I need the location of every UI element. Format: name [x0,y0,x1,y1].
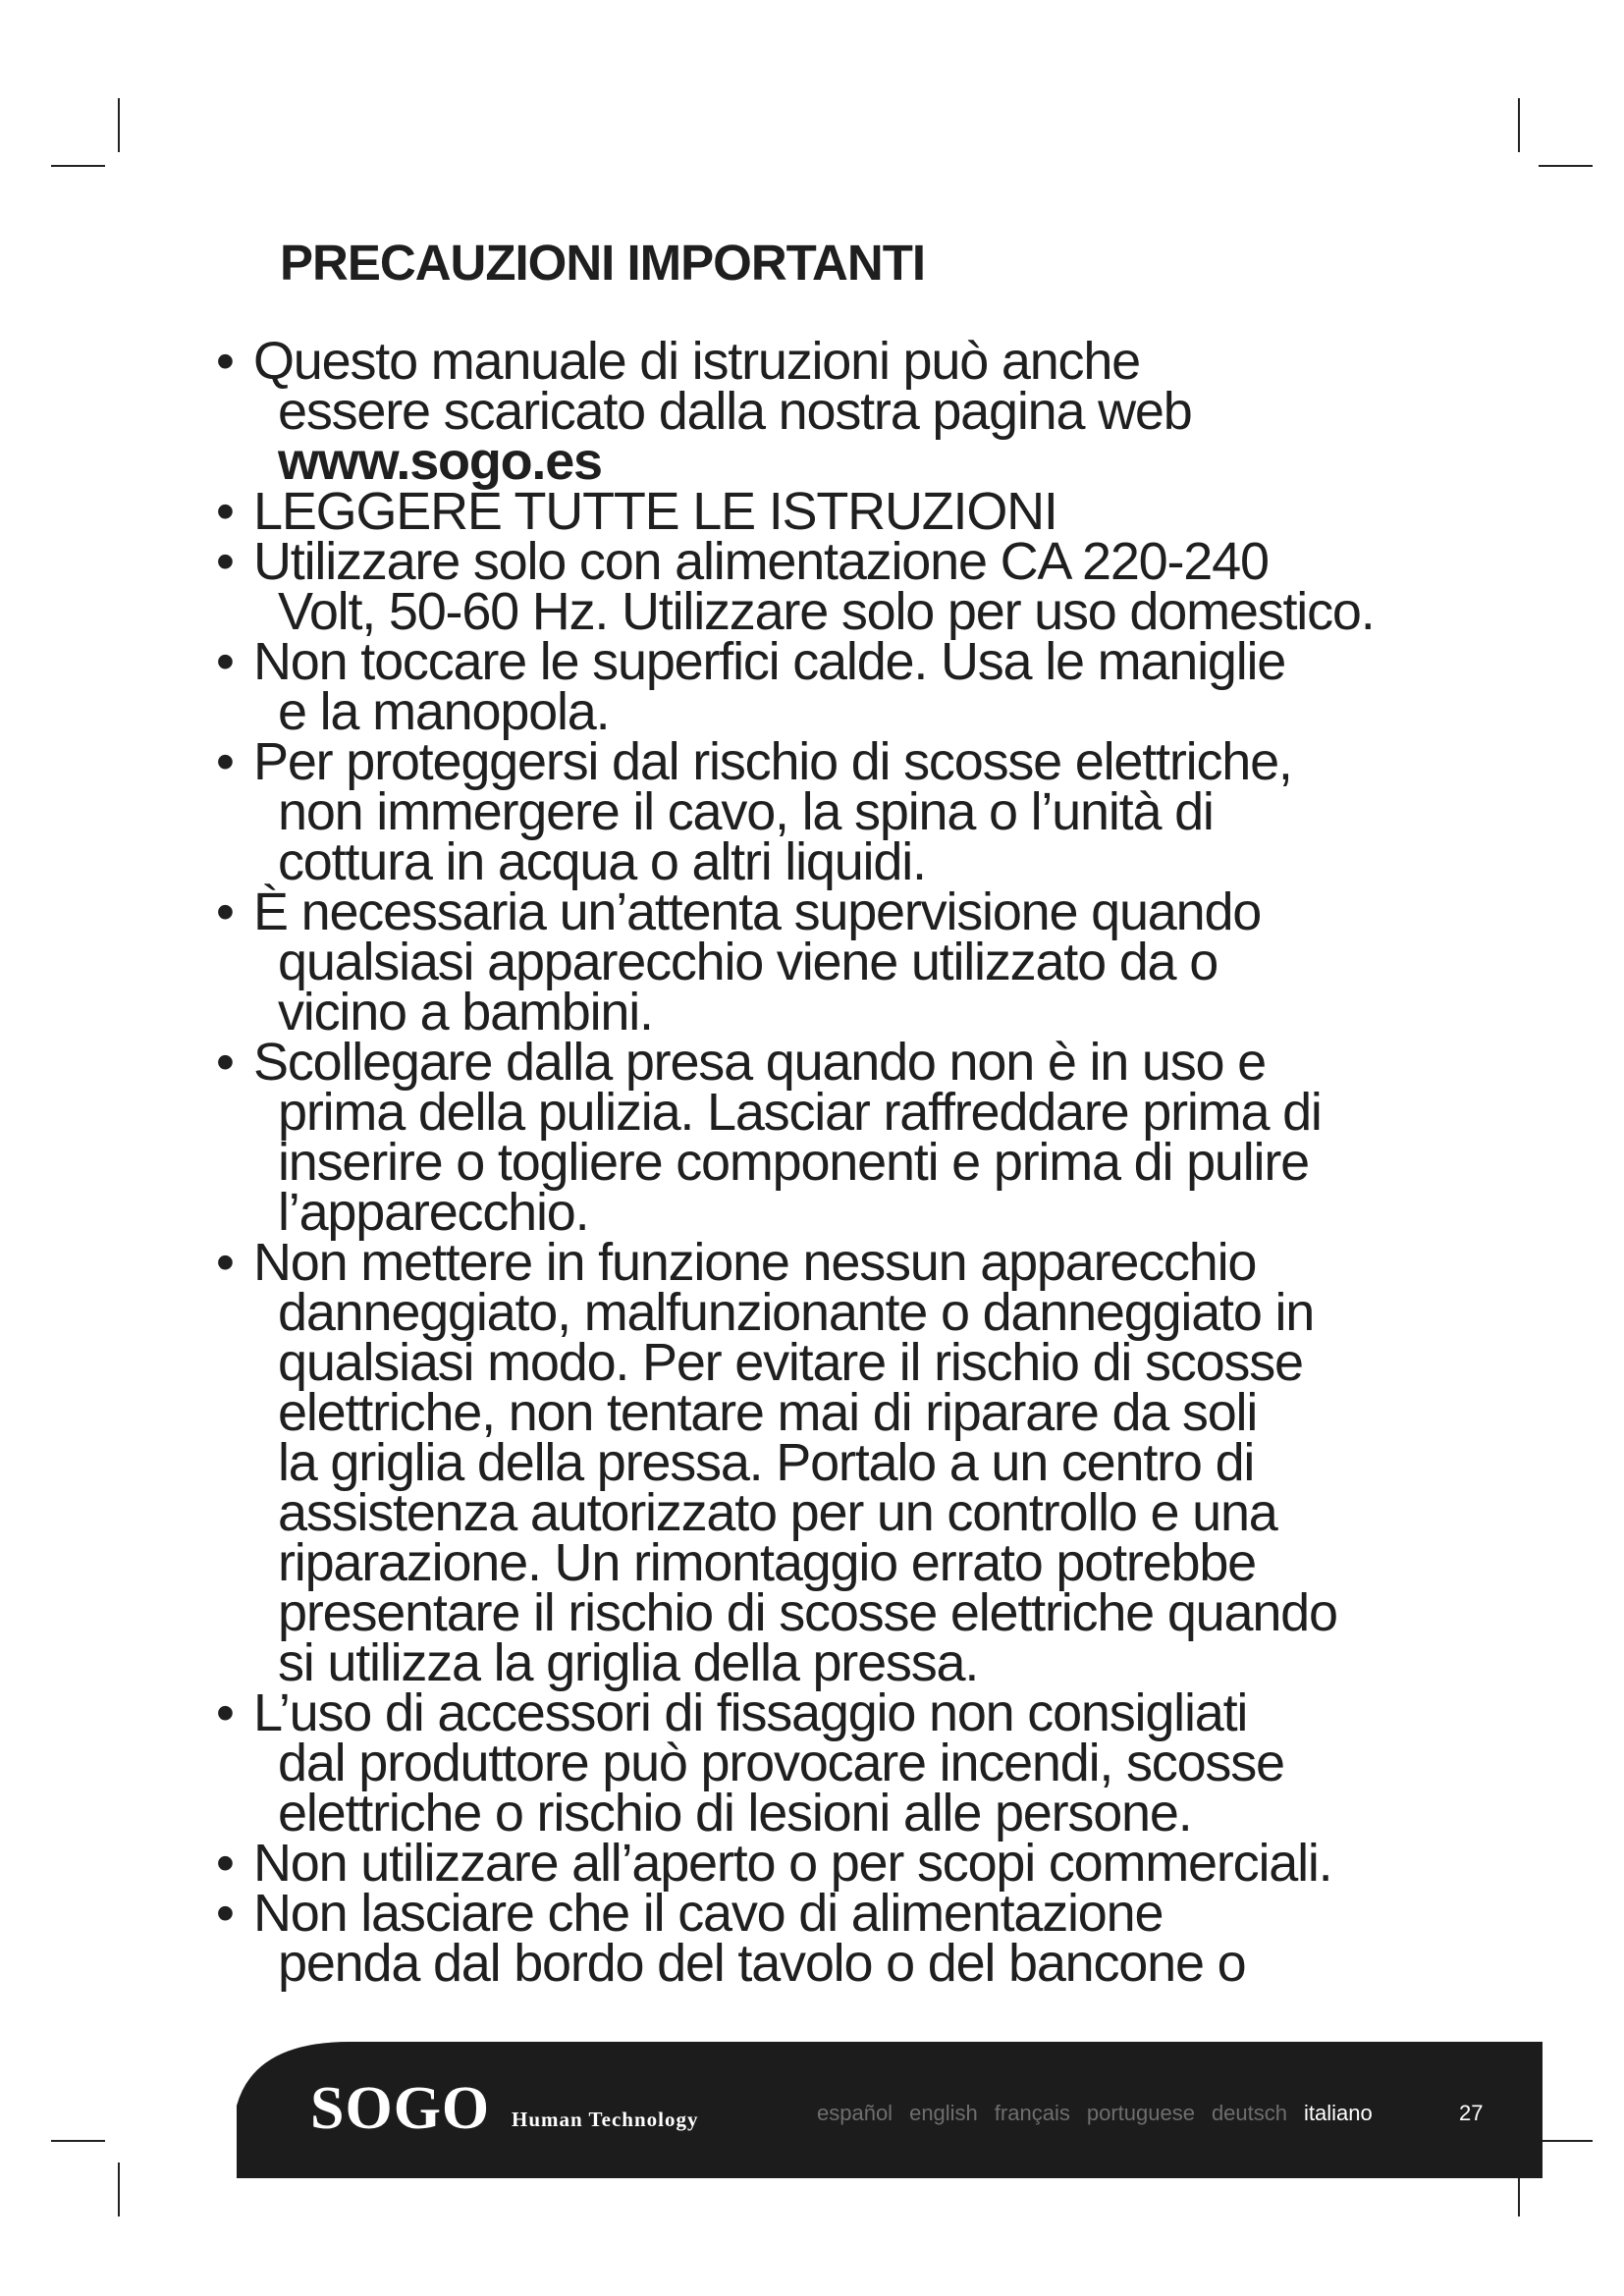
precaution-item [216,1683,1463,1842]
crop-mark [118,98,120,152]
precaution-text: riparazione. Un rimontaggio errato potrebbe [278,1533,1256,1592]
brand-tagline: Human Technology [512,2108,699,2131]
bullet-icon: • [216,882,234,941]
precaution-item [216,532,1463,641]
precaution-item [216,1233,1463,1692]
precaution-item [216,332,1463,491]
crop-mark [1518,98,1520,152]
precaution-text: È necessaria un’attenta supervisione quando [253,882,1262,941]
language-3[interactable]: portuguese [1086,2101,1195,2125]
precaution-text: vicino a bambini. [278,983,653,1041]
bullet-icon: • [216,532,234,591]
precaution-text: qualsiasi apparecchio viene utilizzato da o [278,933,1218,991]
precautions-list [216,332,1463,1993]
bullet-icon: • [216,1233,234,1292]
precaution-text: L’uso di accessori di fissaggio non consigliati [253,1683,1248,1742]
precaution-item [216,1884,1463,1993]
precaution-text: la griglia della pressa. Portalo a un centro di [278,1433,1255,1492]
precaution-item [216,882,1463,1041]
language-5[interactable]: italiano [1304,2101,1373,2125]
precaution-text: inserire o togliere componenti e prima di pulire [278,1133,1309,1192]
precaution-text: qualsiasi modo. Per evitare il rischio di scosse [278,1333,1303,1392]
bullet-icon: • [216,482,234,541]
precaution-text: Utilizzare solo con alimentazione CA 220-240 [253,532,1269,591]
precaution-text: Volt, 50-60 Hz. Utilizzare solo per uso domestico. [278,582,1375,641]
bullet-icon: • [216,1683,234,1742]
website-link[interactable]: www.sogo.es [278,432,602,491]
precaution-text: si utilizza la griglia della pressa. [278,1633,979,1692]
crop-mark [118,2163,120,2216]
precaution-item [216,732,1463,891]
page-title: PRECAUZIONI IMPORTANTI [280,235,926,291]
brand-logo: SOGO [310,2075,491,2142]
precaution-text: presentare il rischio di scosse elettriche quando [278,1583,1337,1642]
precaution-text: dal produttore può provocare incendi, scosse [278,1734,1284,1792]
bullet-icon: • [216,332,234,391]
language-0[interactable]: español [817,2101,893,2125]
precaution-text: Per proteggersi dal rischio di scosse elettriche, [253,732,1292,791]
bullet-icon: • [216,1834,234,1893]
crop-mark [1539,165,1593,167]
bullet-icon: • [216,632,234,691]
precaution-text: Scollegare dalla presa quando non è in uso e [253,1033,1266,1092]
bullet-icon: • [216,1033,234,1092]
precaution-text: Non utilizzare all’aperto o per scopi commerciali. [253,1834,1332,1893]
precaution-text: Non mettere in funzione nessun apparecchio [253,1233,1257,1292]
precaution-text: cottura in acqua o altri liquidi. [278,832,926,891]
precaution-item [216,1834,1463,1893]
footer-banner [237,2037,1543,2178]
crop-mark [1539,2140,1593,2142]
precaution-text: penda dal bordo del tavolo o del bancone o [278,1934,1246,1993]
language-1[interactable]: english [909,2101,978,2125]
precaution-text: e la manopola. [278,682,610,741]
crop-mark [51,2140,105,2142]
precaution-text: LEGGERE TUTTE LE ISTRUZIONI [253,482,1057,541]
precaution-text: Non toccare le superfici calde. Usa le maniglie [253,632,1286,691]
precaution-text: Non lasciare che il cavo di alimentazione [253,1884,1164,1943]
precaution-text: elettriche o rischio di lesioni alle persone. [278,1784,1192,1842]
language-4[interactable]: deutsch [1211,2101,1287,2125]
precaution-text: essere scaricato dalla nostra pagina web [278,382,1192,441]
precaution-item [216,1033,1463,1242]
page-number: 27 [1459,2101,1484,2125]
precaution-text: assistenza autorizzato per un controllo e una [278,1483,1277,1542]
precaution-text: Questo manuale di istruzioni può anche [253,332,1140,391]
language-2[interactable]: français [994,2101,1070,2125]
precaution-text: non immergere il cavo, la spina o l’unità di [278,782,1214,841]
precaution-item [216,632,1463,741]
bullet-icon: • [216,1884,234,1943]
precaution-item [216,482,1463,541]
precaution-text: elettriche, non tentare mai di riparare da soli [278,1383,1258,1442]
precaution-text: prima della pulizia. Lasciar raffreddare prima di [278,1083,1322,1142]
bullet-icon: • [216,732,234,791]
precaution-text: l’apparecchio. [278,1183,589,1242]
crop-mark [51,165,105,167]
language-nav [817,2101,1389,2126]
precaution-text: danneggiato, malfunzionante o danneggiato in [278,1283,1315,1342]
